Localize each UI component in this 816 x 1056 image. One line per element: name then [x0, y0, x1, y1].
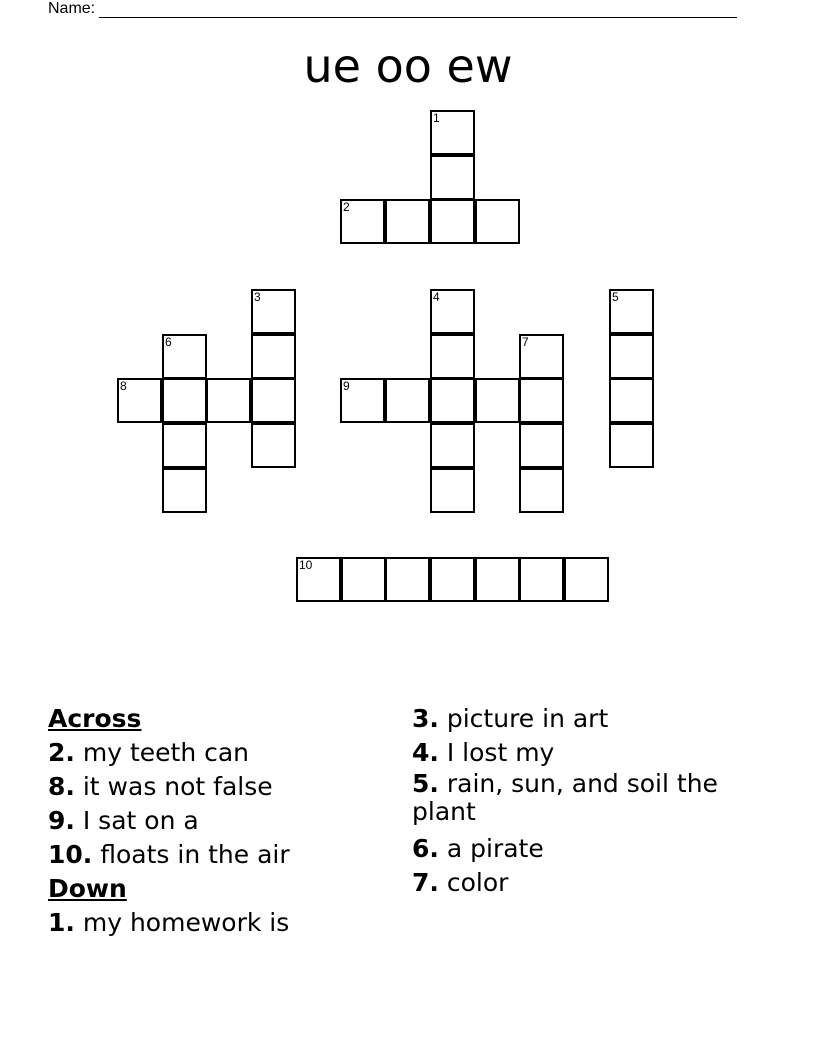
- clue-down-1: [48, 906, 398, 940]
- clue-number-4: 4: [433, 290, 440, 304]
- crossword-cell[interactable]: [519, 557, 564, 602]
- crossword-cell[interactable]: [251, 423, 296, 468]
- clue-text: my teeth can: [82, 738, 250, 767]
- crossword-cell[interactable]: [519, 334, 564, 379]
- crossword-cell[interactable]: [206, 378, 251, 423]
- clue-text: picture in art: [446, 704, 609, 733]
- clue-number-1: 1: [433, 111, 440, 125]
- crossword-cell[interactable]: [475, 199, 520, 244]
- clue-number-7: 7: [522, 335, 529, 349]
- crossword-cell[interactable]: [475, 557, 520, 602]
- clue-number: 10.: [48, 840, 93, 869]
- crossword-cell[interactable]: [475, 378, 520, 423]
- crossword-cell[interactable]: [162, 423, 207, 468]
- crossword-cell[interactable]: [430, 468, 475, 513]
- clue-number: 6.: [412, 834, 439, 863]
- crossword-cell[interactable]: [162, 334, 207, 379]
- crossword-cell[interactable]: [251, 378, 296, 423]
- crossword-cell[interactable]: [340, 378, 385, 423]
- crossword-cell[interactable]: [385, 199, 430, 244]
- clue-text: I lost my: [446, 738, 555, 767]
- clue-across-8: [48, 770, 398, 804]
- crossword-cell[interactable]: [519, 423, 564, 468]
- crossword-cell[interactable]: [341, 557, 386, 602]
- clue-down-4: [412, 736, 772, 770]
- clue-number-3: 3: [254, 290, 261, 304]
- crossword-cell[interactable]: [519, 378, 564, 423]
- clues-left-column: [48, 702, 398, 940]
- clue-number: 8.: [48, 772, 75, 801]
- clue-across-9: [48, 804, 398, 838]
- crossword-cell[interactable]: [340, 199, 385, 244]
- crossword-cell[interactable]: [430, 110, 475, 155]
- name-row: [48, 0, 737, 18]
- clue-across-10: [48, 838, 398, 872]
- clue-text: a pirate: [446, 834, 544, 863]
- clue-text: my homework is: [82, 908, 290, 937]
- crossword-cell[interactable]: [430, 289, 475, 334]
- crossword-cell[interactable]: [430, 378, 475, 423]
- clue-text: floats in the air: [100, 840, 290, 869]
- across-heading: Across: [48, 704, 142, 733]
- crossword-cell[interactable]: [430, 423, 475, 468]
- crossword-cell[interactable]: [385, 378, 430, 423]
- clue-across-2: [48, 736, 398, 770]
- crossword-cell[interactable]: [296, 557, 341, 602]
- clue-number-5: 5: [612, 290, 619, 304]
- clue-number: 3.: [412, 704, 439, 733]
- clue-number: 7.: [412, 868, 439, 897]
- crossword-cell[interactable]: [162, 378, 207, 423]
- crossword-cell[interactable]: [430, 199, 475, 244]
- crossword-cell[interactable]: [251, 334, 296, 379]
- puzzle-title: ue oo ew: [303, 39, 513, 93]
- clue-number: 1.: [48, 908, 75, 937]
- clue-text: color: [446, 868, 509, 897]
- clue-number-8: 8: [120, 379, 127, 393]
- crossword-cell[interactable]: [117, 378, 162, 423]
- clues-right-column: [412, 702, 772, 900]
- clue-number: 9.: [48, 806, 75, 835]
- crossword-cell[interactable]: [609, 289, 654, 334]
- crossword-cell[interactable]: [251, 289, 296, 334]
- name-line[interactable]: [99, 2, 737, 18]
- crossword-cell[interactable]: [430, 557, 475, 602]
- clue-text: it was not false: [82, 772, 273, 801]
- clue-down-6: [412, 832, 772, 866]
- down-heading: Down: [48, 874, 127, 903]
- clue-text: rain, sun, and soil the plant: [412, 769, 718, 826]
- clue-down-3: [412, 702, 772, 736]
- clue-text: I sat on a: [82, 806, 199, 835]
- crossword-cell[interactable]: [564, 557, 609, 602]
- clue-number-6: 6: [165, 335, 172, 349]
- crossword-cell[interactable]: [609, 334, 654, 379]
- crossword-cell[interactable]: [162, 468, 207, 513]
- crossword-cell[interactable]: [430, 334, 475, 379]
- name-label: Name:: [48, 0, 96, 17]
- clue-number-2: 2: [343, 200, 350, 214]
- clue-number: 5.: [412, 769, 439, 798]
- clue-number: 4.: [412, 738, 439, 767]
- clue-number-10: 10: [299, 558, 313, 572]
- crossword-cell[interactable]: [385, 557, 430, 602]
- crossword-cell[interactable]: [430, 155, 475, 200]
- clue-down-7: [412, 866, 772, 900]
- crossword-cell[interactable]: [519, 468, 564, 513]
- clue-number-9: 9: [343, 379, 350, 393]
- clue-number: 2.: [48, 738, 75, 767]
- crossword-cell[interactable]: [609, 423, 654, 468]
- crossword-cell[interactable]: [609, 378, 654, 423]
- clue-down-5: [412, 770, 772, 826]
